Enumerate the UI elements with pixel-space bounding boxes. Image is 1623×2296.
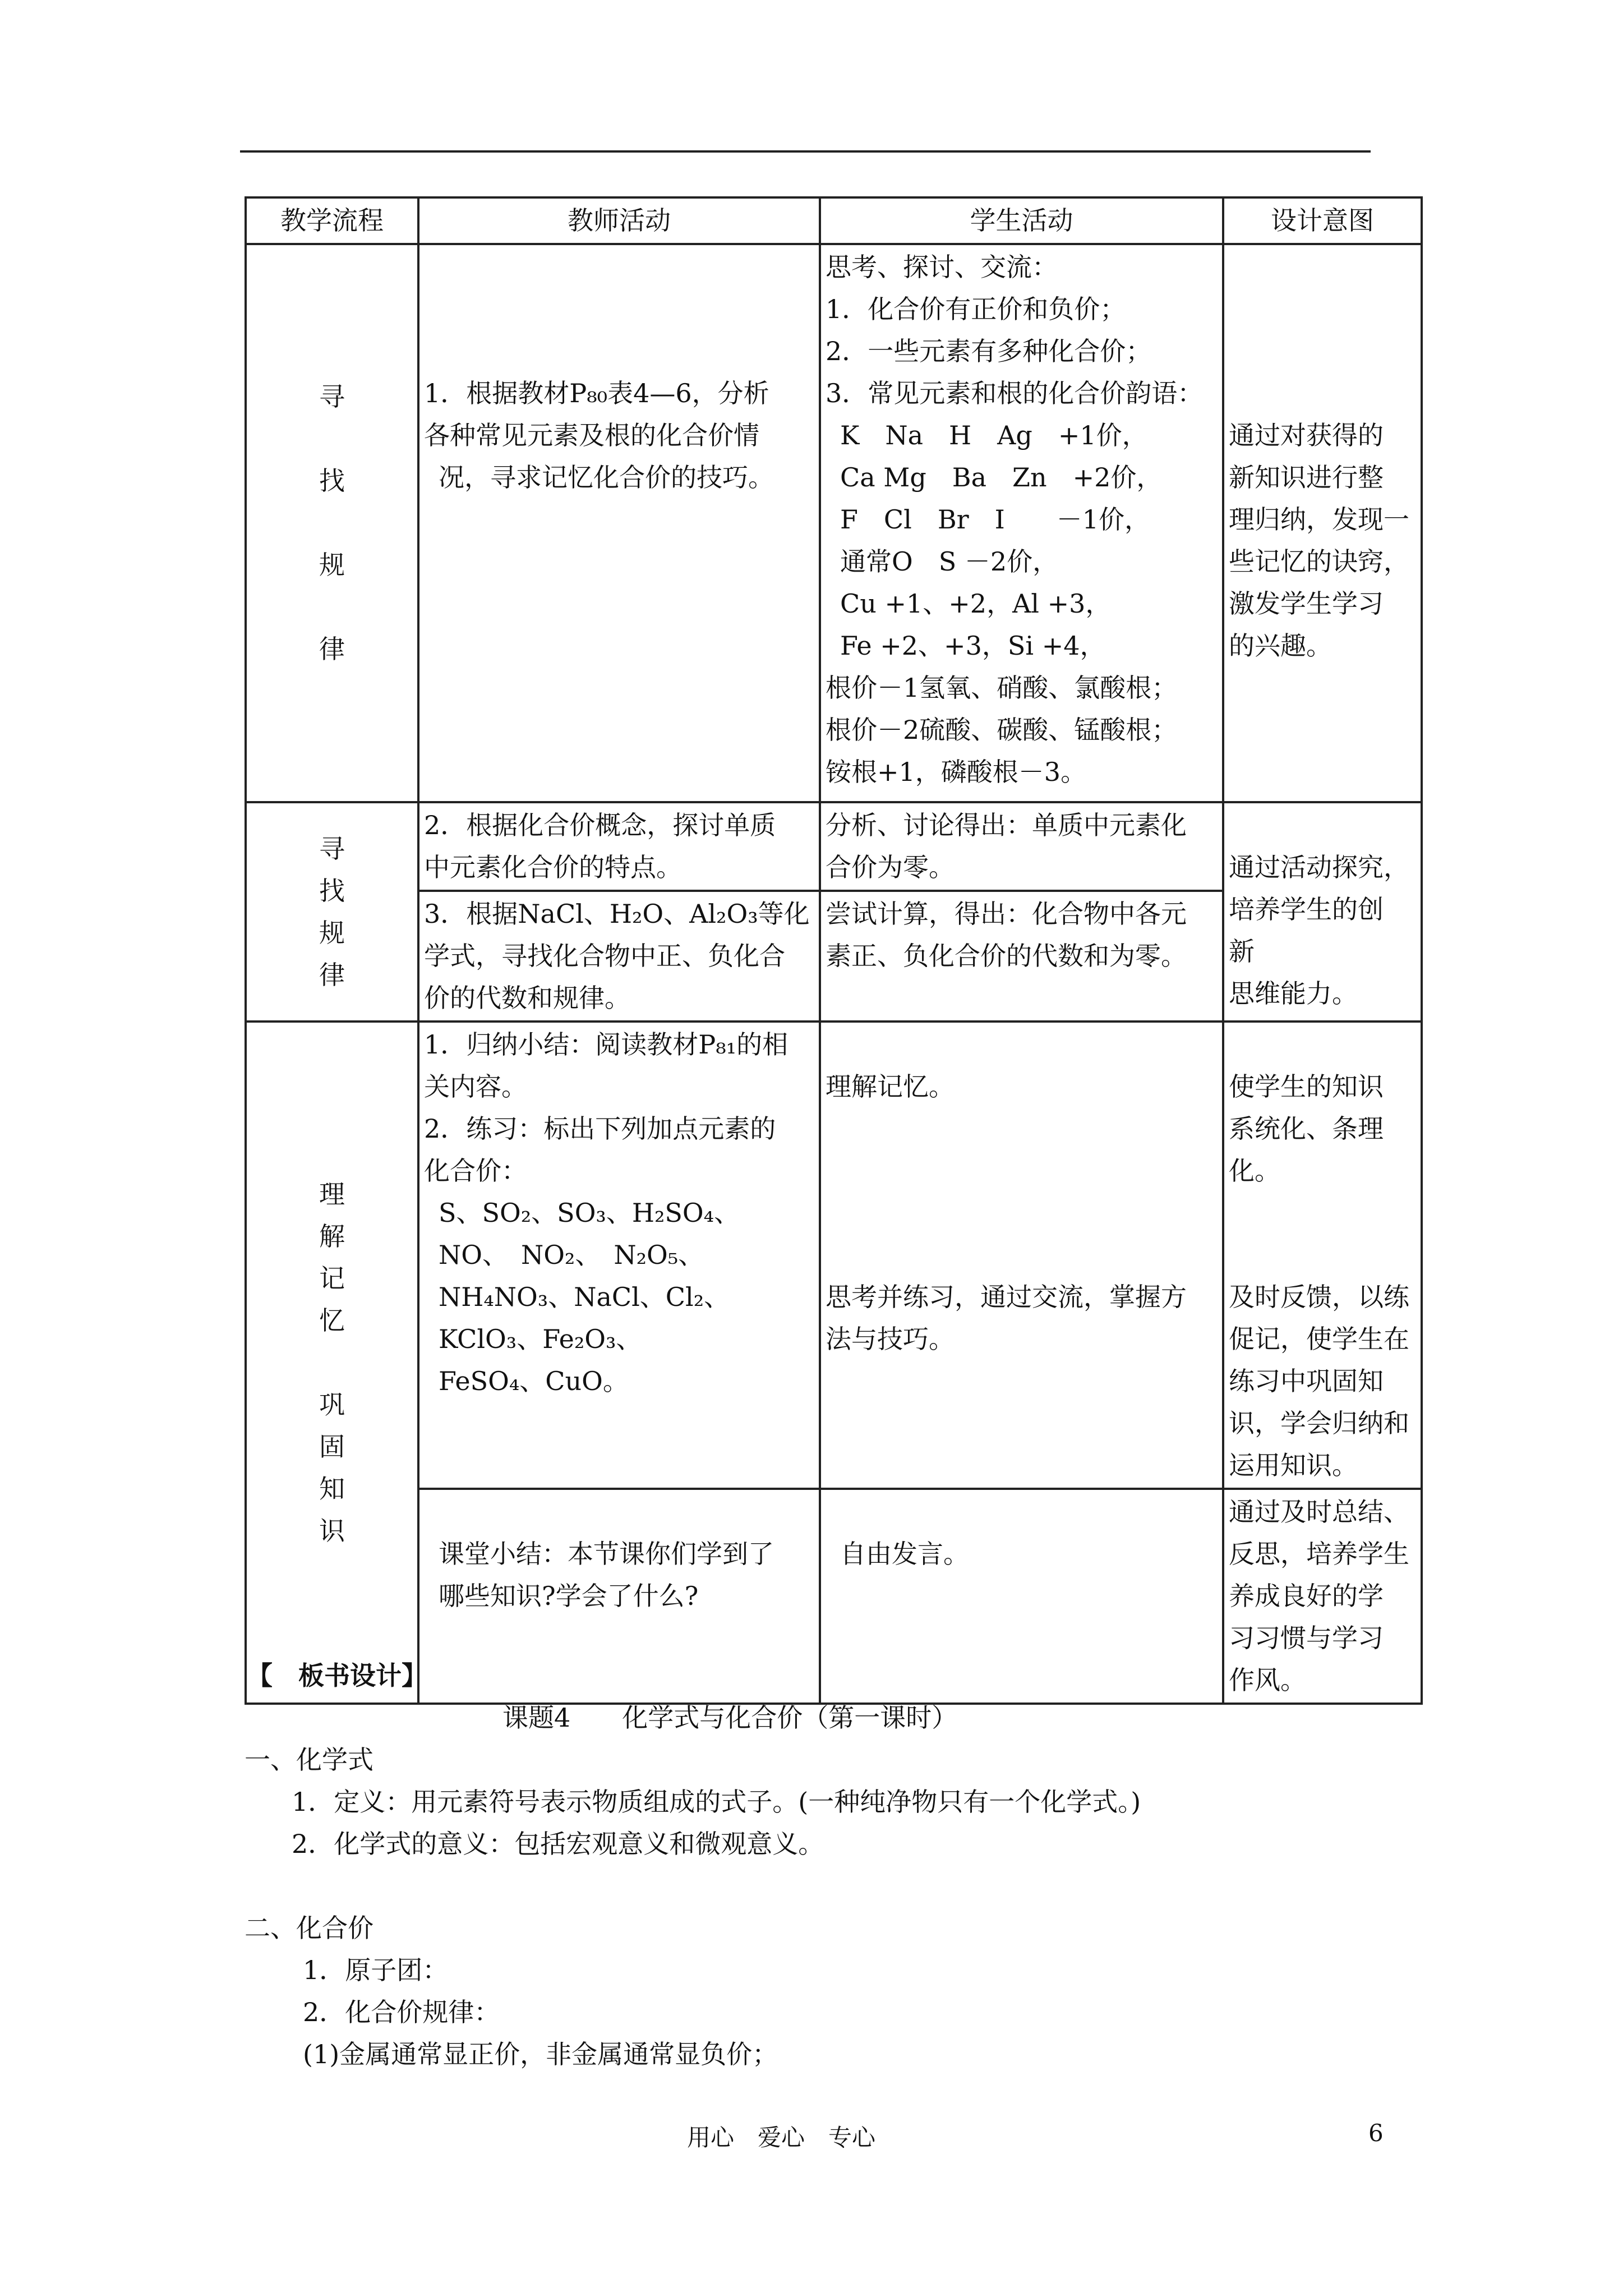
- student-cell: 分析、讨论得出：单质中元素化 合价为零。: [820, 802, 1223, 891]
- teacher-cell: 3．根据NaCl、H₂O、Al₂O₃等化 学式，寻找化合物中正、负化合 价的代数和规律。: [418, 891, 820, 1022]
- header-cell: 教师活动: [418, 197, 820, 244]
- table-row: [246, 1022, 1422, 1489]
- teacher-cell: 1．根据教材P₈₀表4—6，分析 各种常见元素及根的化合价情 况，寻求记忆化合价的技巧。: [418, 244, 820, 802]
- section-heading: 一、化学式: [245, 1745, 374, 1775]
- student-cell: 尝试计算，得出：化合物中各元 素正、负化合价的代数和为零。: [820, 891, 1223, 1022]
- header-cell: 设计意图: [1223, 197, 1422, 244]
- teacher-cell: 课堂小结：本节课你们学到了 哪些知识?学会了什么?: [418, 1489, 820, 1704]
- intent-cell: 通过对获得的 新知识进行整 理归纳，发现一 些记忆的诀窍， 激发学生学习 的兴趣。: [1223, 244, 1422, 802]
- page-number: 6: [1368, 2119, 1384, 2147]
- section-item: (1)金属通常显正价，非金属通常显负价；: [303, 2039, 778, 2069]
- intent-cell: 通过及时总结、 反思，培养学生 养成良好的学 习习惯与学习 作风。: [1223, 1489, 1422, 1704]
- table-row: [246, 802, 1422, 891]
- stage-cell: 寻 找 规 律: [246, 802, 418, 1022]
- teacher-cell: 2．根据化合价概念，探讨单质 中元素化合价的特点。: [418, 802, 820, 891]
- lesson-table: [245, 196, 1423, 1705]
- header-cell: 学生活动: [820, 197, 1223, 244]
- section-item: 1．原子团：: [303, 1955, 449, 1985]
- intent-cell: 使学生的知识 系统化、条理化。 及时反馈，以练 促记，使学生在 练习中巩固知 识，学会归纳和 运用知识。: [1223, 1022, 1422, 1489]
- section-item: 2．化合价规律：: [303, 1997, 500, 2027]
- student-cell: 理解记忆。 思考并练习，通过交流，掌握方 法与技巧。: [820, 1022, 1223, 1489]
- table-row: [246, 244, 1422, 802]
- section-heading: 二、化合价: [245, 1913, 374, 1943]
- header-rule: [240, 150, 1371, 153]
- table-header-row: [246, 197, 1422, 244]
- stage-cell: 寻 找 规 律: [246, 244, 418, 802]
- student-cell: 自由发言。: [820, 1489, 1223, 1704]
- stage-cell: 理 解 记 忆 巩 固 知 识: [246, 1022, 418, 1704]
- header-cell: 教学流程: [246, 197, 418, 244]
- board-title: 【 板书设计】: [247, 1660, 427, 1691]
- section-item: 2．化学式的意义：包括宏观意义和微观意义。: [292, 1829, 824, 1859]
- lesson-title: 课题4 化学式与化合价（第一课时）: [502, 1703, 958, 1733]
- intent-cell: 通过活动探究， 培养学生的创 新 思维能力。: [1223, 802, 1422, 1022]
- footer-motto: 用心 爱心 专心: [687, 2124, 876, 2151]
- section-item: 1．定义：用元素符号表示物质组成的式子。(一种纯净物只有一个化学式。): [292, 1787, 1141, 1817]
- student-cell: 思考、探讨、交流： 1．化合价有正价和负价； 2．一些元素有多种化合价； 3．常见元素和根的化合价韵语： K Na H Ag +1价， Ca Mg Ba Zn +2价， F Cl Br I －1价， 通常O S －2价， Cu +1、+2，Al +3， Fe +2、+3，Si +4， 根价－1氢氧、硝酸、氯酸根； 根价－2硫酸、碳酸、锰酸根； 铵根+1，磷酸根－3。: [820, 244, 1223, 802]
- teacher-cell: 1．归纳小结：阅读教材P₈₁的相 关内容。 2．练习：标出下列加点元素的 化合价： S、SO₂、SO₃、H₂SO₄、 NO、 NO₂、 N₂O₅、 NH₄NO₃、NaCl、Cl₂、 KClO₃、Fe₂O₃、 FeSO₄、CuO。: [418, 1022, 820, 1489]
